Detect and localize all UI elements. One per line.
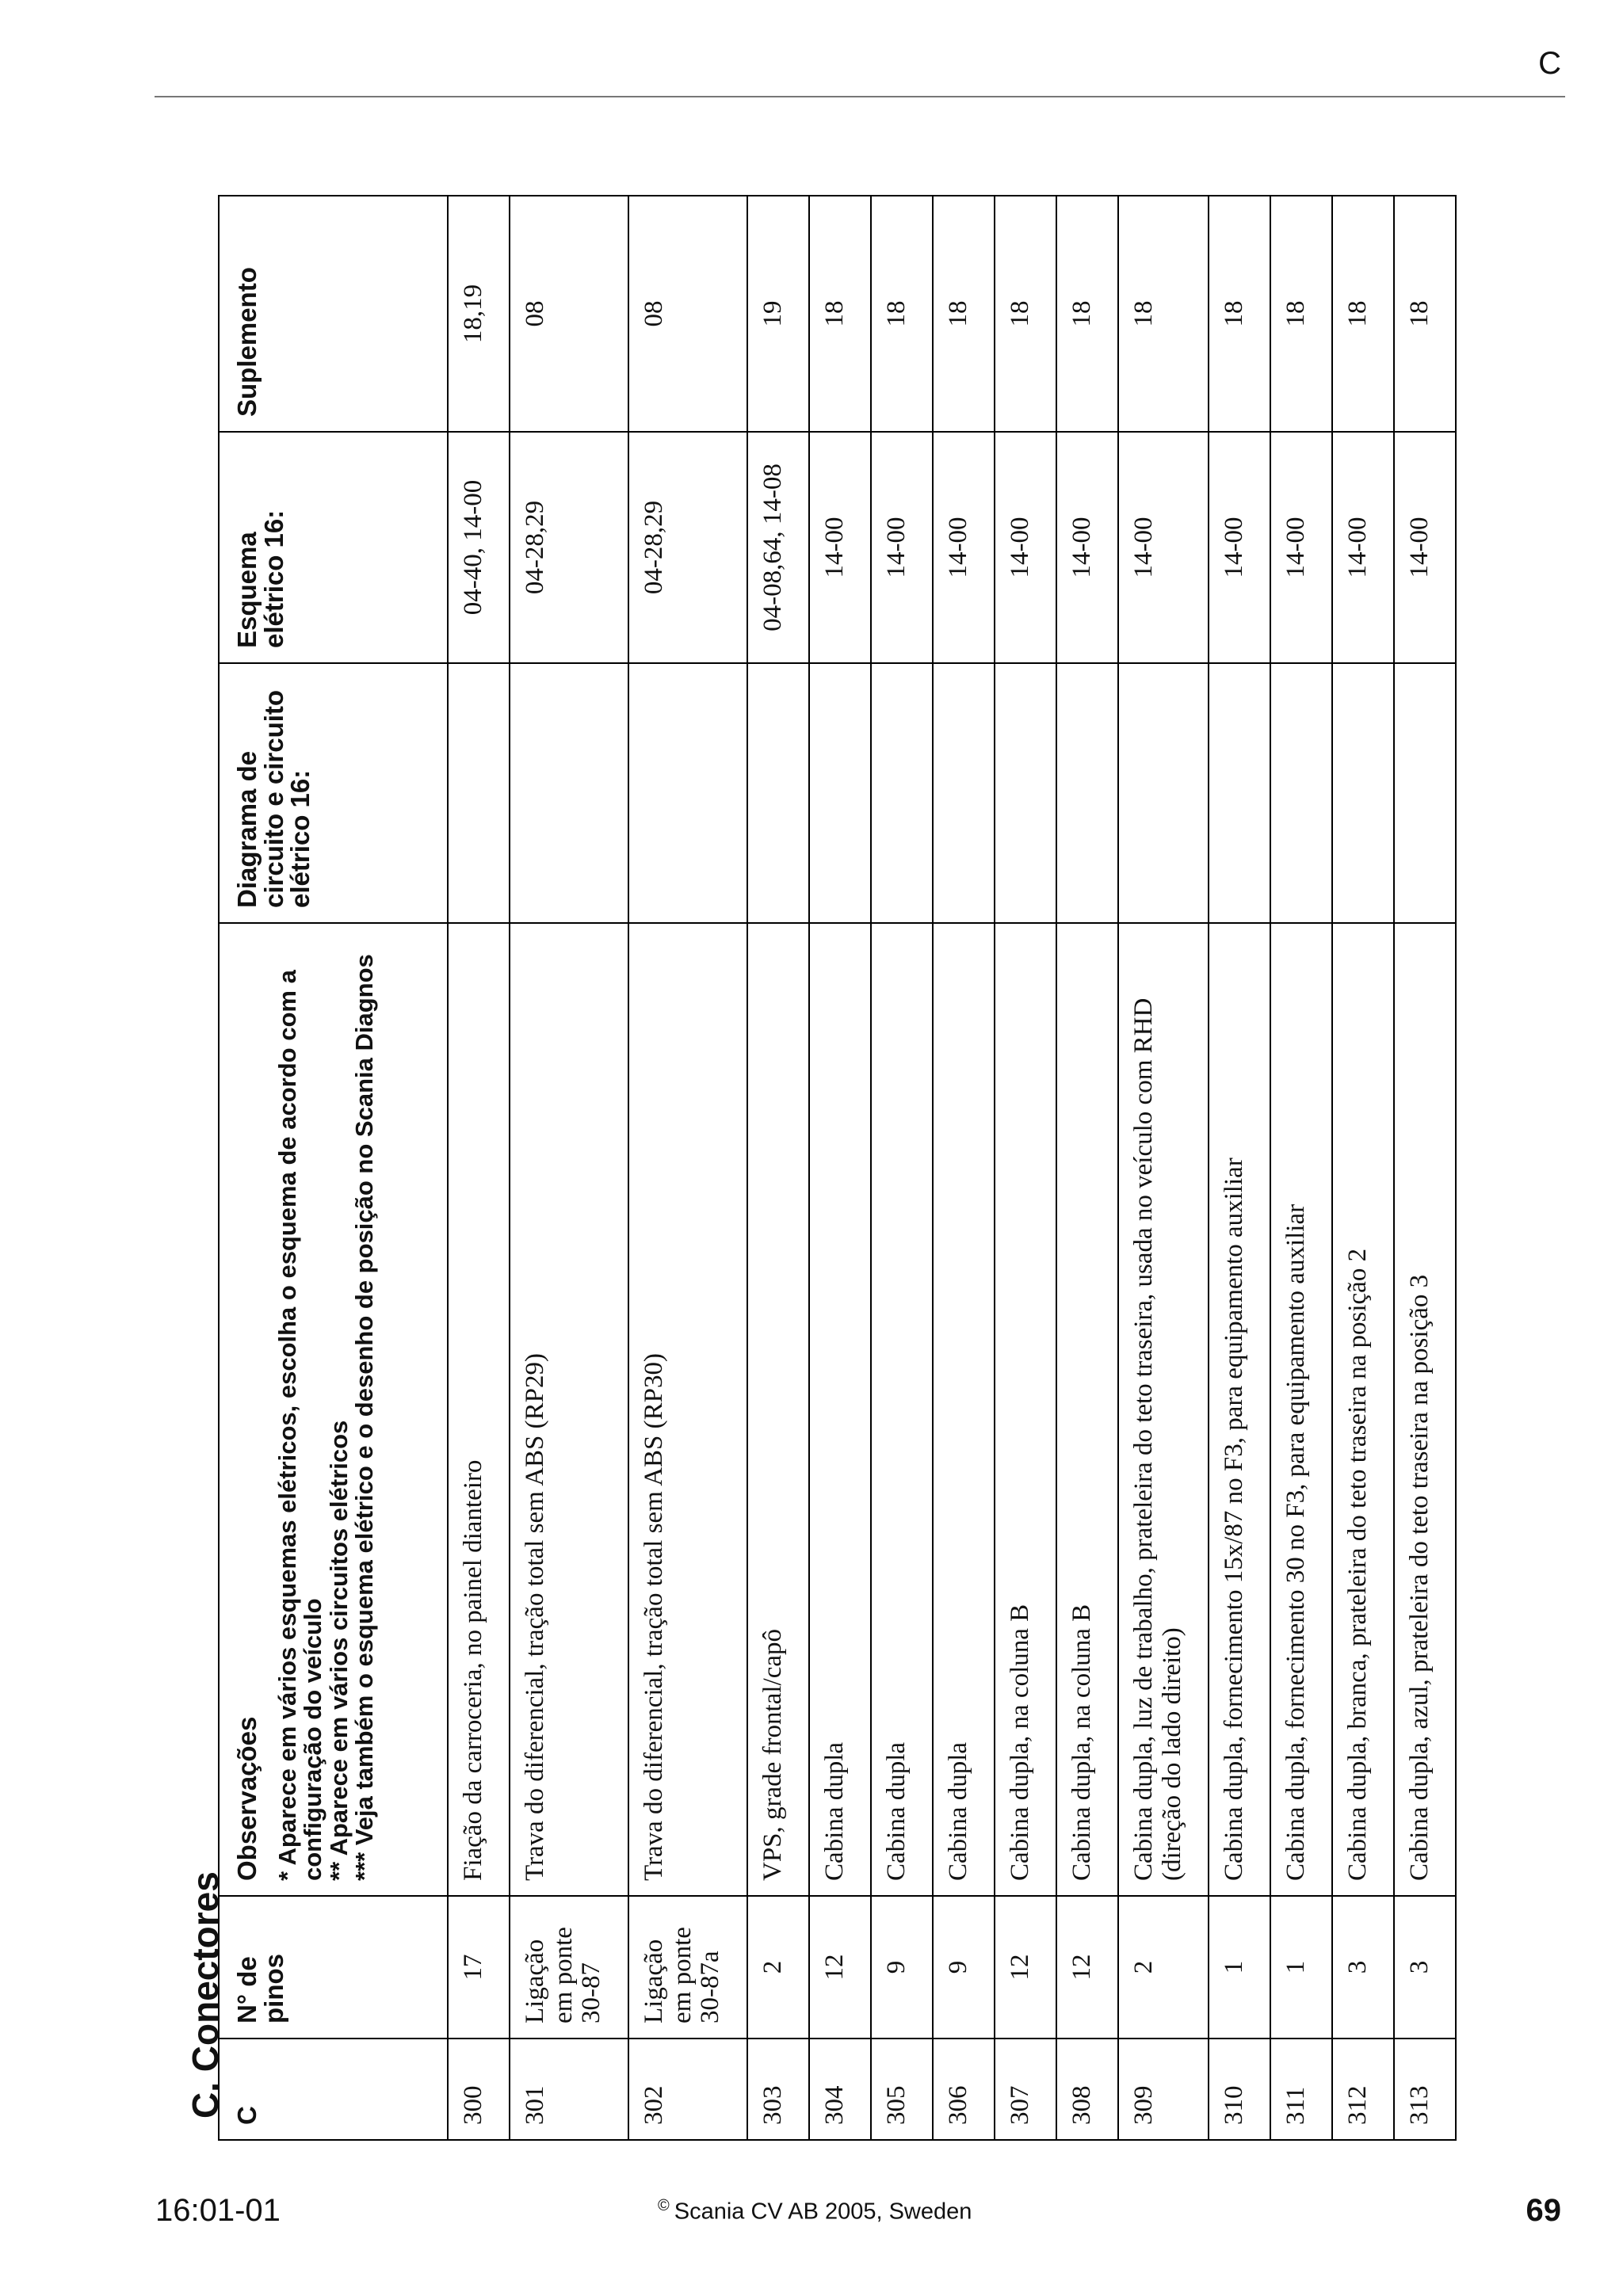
cell-supplement: 18	[1209, 196, 1270, 432]
cell-schema: 14-00	[1394, 432, 1456, 663]
cell-supplement: 18	[1118, 196, 1209, 432]
cell-diagram	[448, 663, 510, 923]
cell-connector-id: 304	[809, 2039, 871, 2140]
cell-diagram	[628, 663, 747, 923]
cell-observation: Cabina dupla, na coluna B	[1056, 923, 1118, 1896]
cell-schema: 14-00	[933, 432, 995, 663]
table-row	[1056, 196, 1118, 2140]
note-double-star: ** Aparece em vários circuitos elétricos	[324, 1420, 353, 1881]
cell-connector-id: 305	[871, 2039, 933, 2140]
cell-schema: 14-00	[1118, 432, 1209, 663]
col-header-pins: N° de pinos	[219, 1896, 448, 2039]
cell-connector-id: 302	[628, 2039, 747, 2140]
cell-connector-id: 303	[747, 2039, 809, 2140]
cell-observation: Cabina dupla, fornecimento 15x/87 no F3, para equipamento auxiliar	[1209, 923, 1270, 1896]
cell-pin-count: 2	[1118, 1896, 1209, 2039]
note-triple-star: *** Veja também o esquema elétrico e o desenho de posição no Scania Diagnos	[350, 954, 379, 1881]
cell-diagram	[871, 663, 933, 923]
note-single-star: * Aparece em vários esquemas elétricos, escolha o esquema de acordo com a configuração do veículo	[273, 970, 327, 1881]
cell-schema: 04-28,29	[628, 432, 747, 663]
cell-observation: Trava do diferencial, tração total sem ABS (RP30)	[628, 923, 747, 1896]
cell-observation: Cabina dupla, na coluna B	[995, 923, 1056, 1896]
cell-observation: Cabina dupla, luz de trabalho, prateleira do teto traseira, usada no veículo com RHD (direção do lado direito)	[1118, 923, 1209, 1896]
cell-schema: 14-00	[1209, 432, 1270, 663]
table-row	[1394, 196, 1456, 2140]
cell-pin-count: 1	[1209, 1896, 1270, 2039]
col-header-supplement: Suplemento	[219, 196, 448, 432]
cell-connector-id: 311	[1270, 2039, 1332, 2140]
table-row	[871, 196, 933, 2140]
cell-schema: 14-00	[1332, 432, 1394, 663]
document-code: 16:01-01	[155, 2193, 281, 2228]
cell-pin-count: 9	[871, 1896, 933, 2039]
cell-connector-id: 313	[1394, 2039, 1456, 2140]
cell-diagram	[1332, 663, 1394, 923]
cell-schema: 04-40, 14-00	[448, 432, 510, 663]
cell-pin-count: 9	[933, 1896, 995, 2039]
cell-supplement: 08	[510, 196, 628, 432]
cell-observation: Cabina dupla	[809, 923, 871, 1896]
cell-connector-id: 308	[1056, 2039, 1118, 2140]
table-row	[747, 196, 809, 2140]
cell-observation: Cabina dupla, azul, prateleira do teto traseira na posição 3	[1394, 923, 1456, 1896]
cell-connector-id: 306	[933, 2039, 995, 2140]
header-rule	[155, 96, 1565, 97]
observations-title: Observações	[232, 1716, 262, 1881]
cell-connector-id: 309	[1118, 2039, 1209, 2140]
cell-pin-count: 12	[995, 1896, 1056, 2039]
cell-supplement: 18,19	[448, 196, 510, 432]
cell-diagram	[1270, 663, 1332, 923]
cell-pin-count: Ligação em ponte 30-87a	[628, 1896, 747, 2039]
cell-observation: Cabina dupla, fornecimento 30 no F3, para equipamento auxiliar	[1270, 923, 1332, 1896]
table-row	[1209, 196, 1270, 2140]
table-row	[809, 196, 871, 2140]
table-row	[995, 196, 1056, 2140]
cell-diagram	[1209, 663, 1270, 923]
col-header-diagram: Diagrama de circuito e circuito elétrico 16:	[219, 663, 448, 923]
cell-connector-id: 312	[1332, 2039, 1394, 2140]
copyright-symbol: ©	[658, 2197, 670, 2214]
cell-pin-count: 3	[1332, 1896, 1394, 2039]
page-number: 69	[1526, 2193, 1561, 2228]
cell-supplement: 08	[628, 196, 747, 432]
col-header-schema: Esquema elétrico 16:	[219, 432, 448, 663]
table-row	[628, 196, 747, 2140]
cell-schema: 14-00	[871, 432, 933, 663]
connectors-table	[218, 195, 1457, 2141]
cell-diagram	[933, 663, 995, 923]
cell-supplement: 18	[809, 196, 871, 432]
table-row	[510, 196, 628, 2140]
table-row	[448, 196, 510, 2140]
cell-supplement: 18	[1270, 196, 1332, 432]
cell-diagram	[747, 663, 809, 923]
copyright-text: Scania CV AB 2005, Sweden	[674, 2199, 972, 2225]
cell-supplement: 19	[747, 196, 809, 432]
table-body	[448, 196, 1456, 2140]
cell-supplement: 18	[933, 196, 995, 432]
cell-schema: 14-00	[995, 432, 1056, 663]
cell-schema: 14-00	[809, 432, 871, 663]
table-header-row	[219, 196, 448, 2140]
cell-schema: 04-08,64, 14-08	[747, 432, 809, 663]
cell-connector-id: 300	[448, 2039, 510, 2140]
table-row	[933, 196, 995, 2140]
cell-diagram	[995, 663, 1056, 923]
connectors-table-rotated	[218, 196, 1446, 2141]
cell-connector-id: 301	[510, 2039, 628, 2140]
cell-observation: VPS, grade frontal/capô	[747, 923, 809, 1896]
cell-observation: Fiação da carroceria, no painel dianteiro	[448, 923, 510, 1896]
cell-pin-count: 12	[1056, 1896, 1118, 2039]
cell-diagram	[1118, 663, 1209, 923]
cell-pin-count: 17	[448, 1896, 510, 2039]
cell-observation: Trava do diferencial, tração total sem ABS (RP29)	[510, 923, 628, 1896]
cell-schema: 04-28,29	[510, 432, 628, 663]
table-row	[1270, 196, 1332, 2140]
col-header-c: C	[219, 2039, 448, 2140]
cell-pin-count: 3	[1394, 1896, 1456, 2039]
cell-observation: Cabina dupla	[871, 923, 933, 1896]
cell-observation: Cabina dupla, branca, prateleira do teto traseira na posição 2	[1332, 923, 1394, 1896]
col-header-observations	[219, 923, 448, 1896]
cell-supplement: 18	[1394, 196, 1456, 432]
cell-diagram	[1394, 663, 1456, 923]
cell-diagram	[809, 663, 871, 923]
cell-supplement: 18	[1332, 196, 1394, 432]
cell-observation: Cabina dupla	[933, 923, 995, 1896]
cell-pin-count: 2	[747, 1896, 809, 2039]
cell-pin-count: 1	[1270, 1896, 1332, 2039]
cell-supplement: 18	[871, 196, 933, 432]
cell-supplement: 18	[1056, 196, 1118, 432]
observations-notes	[275, 938, 378, 1881]
table-row	[1118, 196, 1209, 2140]
cell-pin-count: Ligação em ponte 30-87	[510, 1896, 628, 2039]
cell-supplement: 18	[995, 196, 1056, 432]
section-title: C. Conectores	[185, 1871, 226, 2119]
page-section-letter: C	[1538, 46, 1561, 81]
cell-connector-id: 310	[1209, 2039, 1270, 2140]
cell-diagram	[1056, 663, 1118, 923]
table-row	[1332, 196, 1394, 2140]
copyright-notice	[658, 2197, 972, 2225]
cell-schema: 14-00	[1056, 432, 1118, 663]
cell-diagram	[510, 663, 628, 923]
cell-connector-id: 307	[995, 2039, 1056, 2140]
cell-schema: 14-00	[1270, 432, 1332, 663]
cell-pin-count: 12	[809, 1896, 871, 2039]
